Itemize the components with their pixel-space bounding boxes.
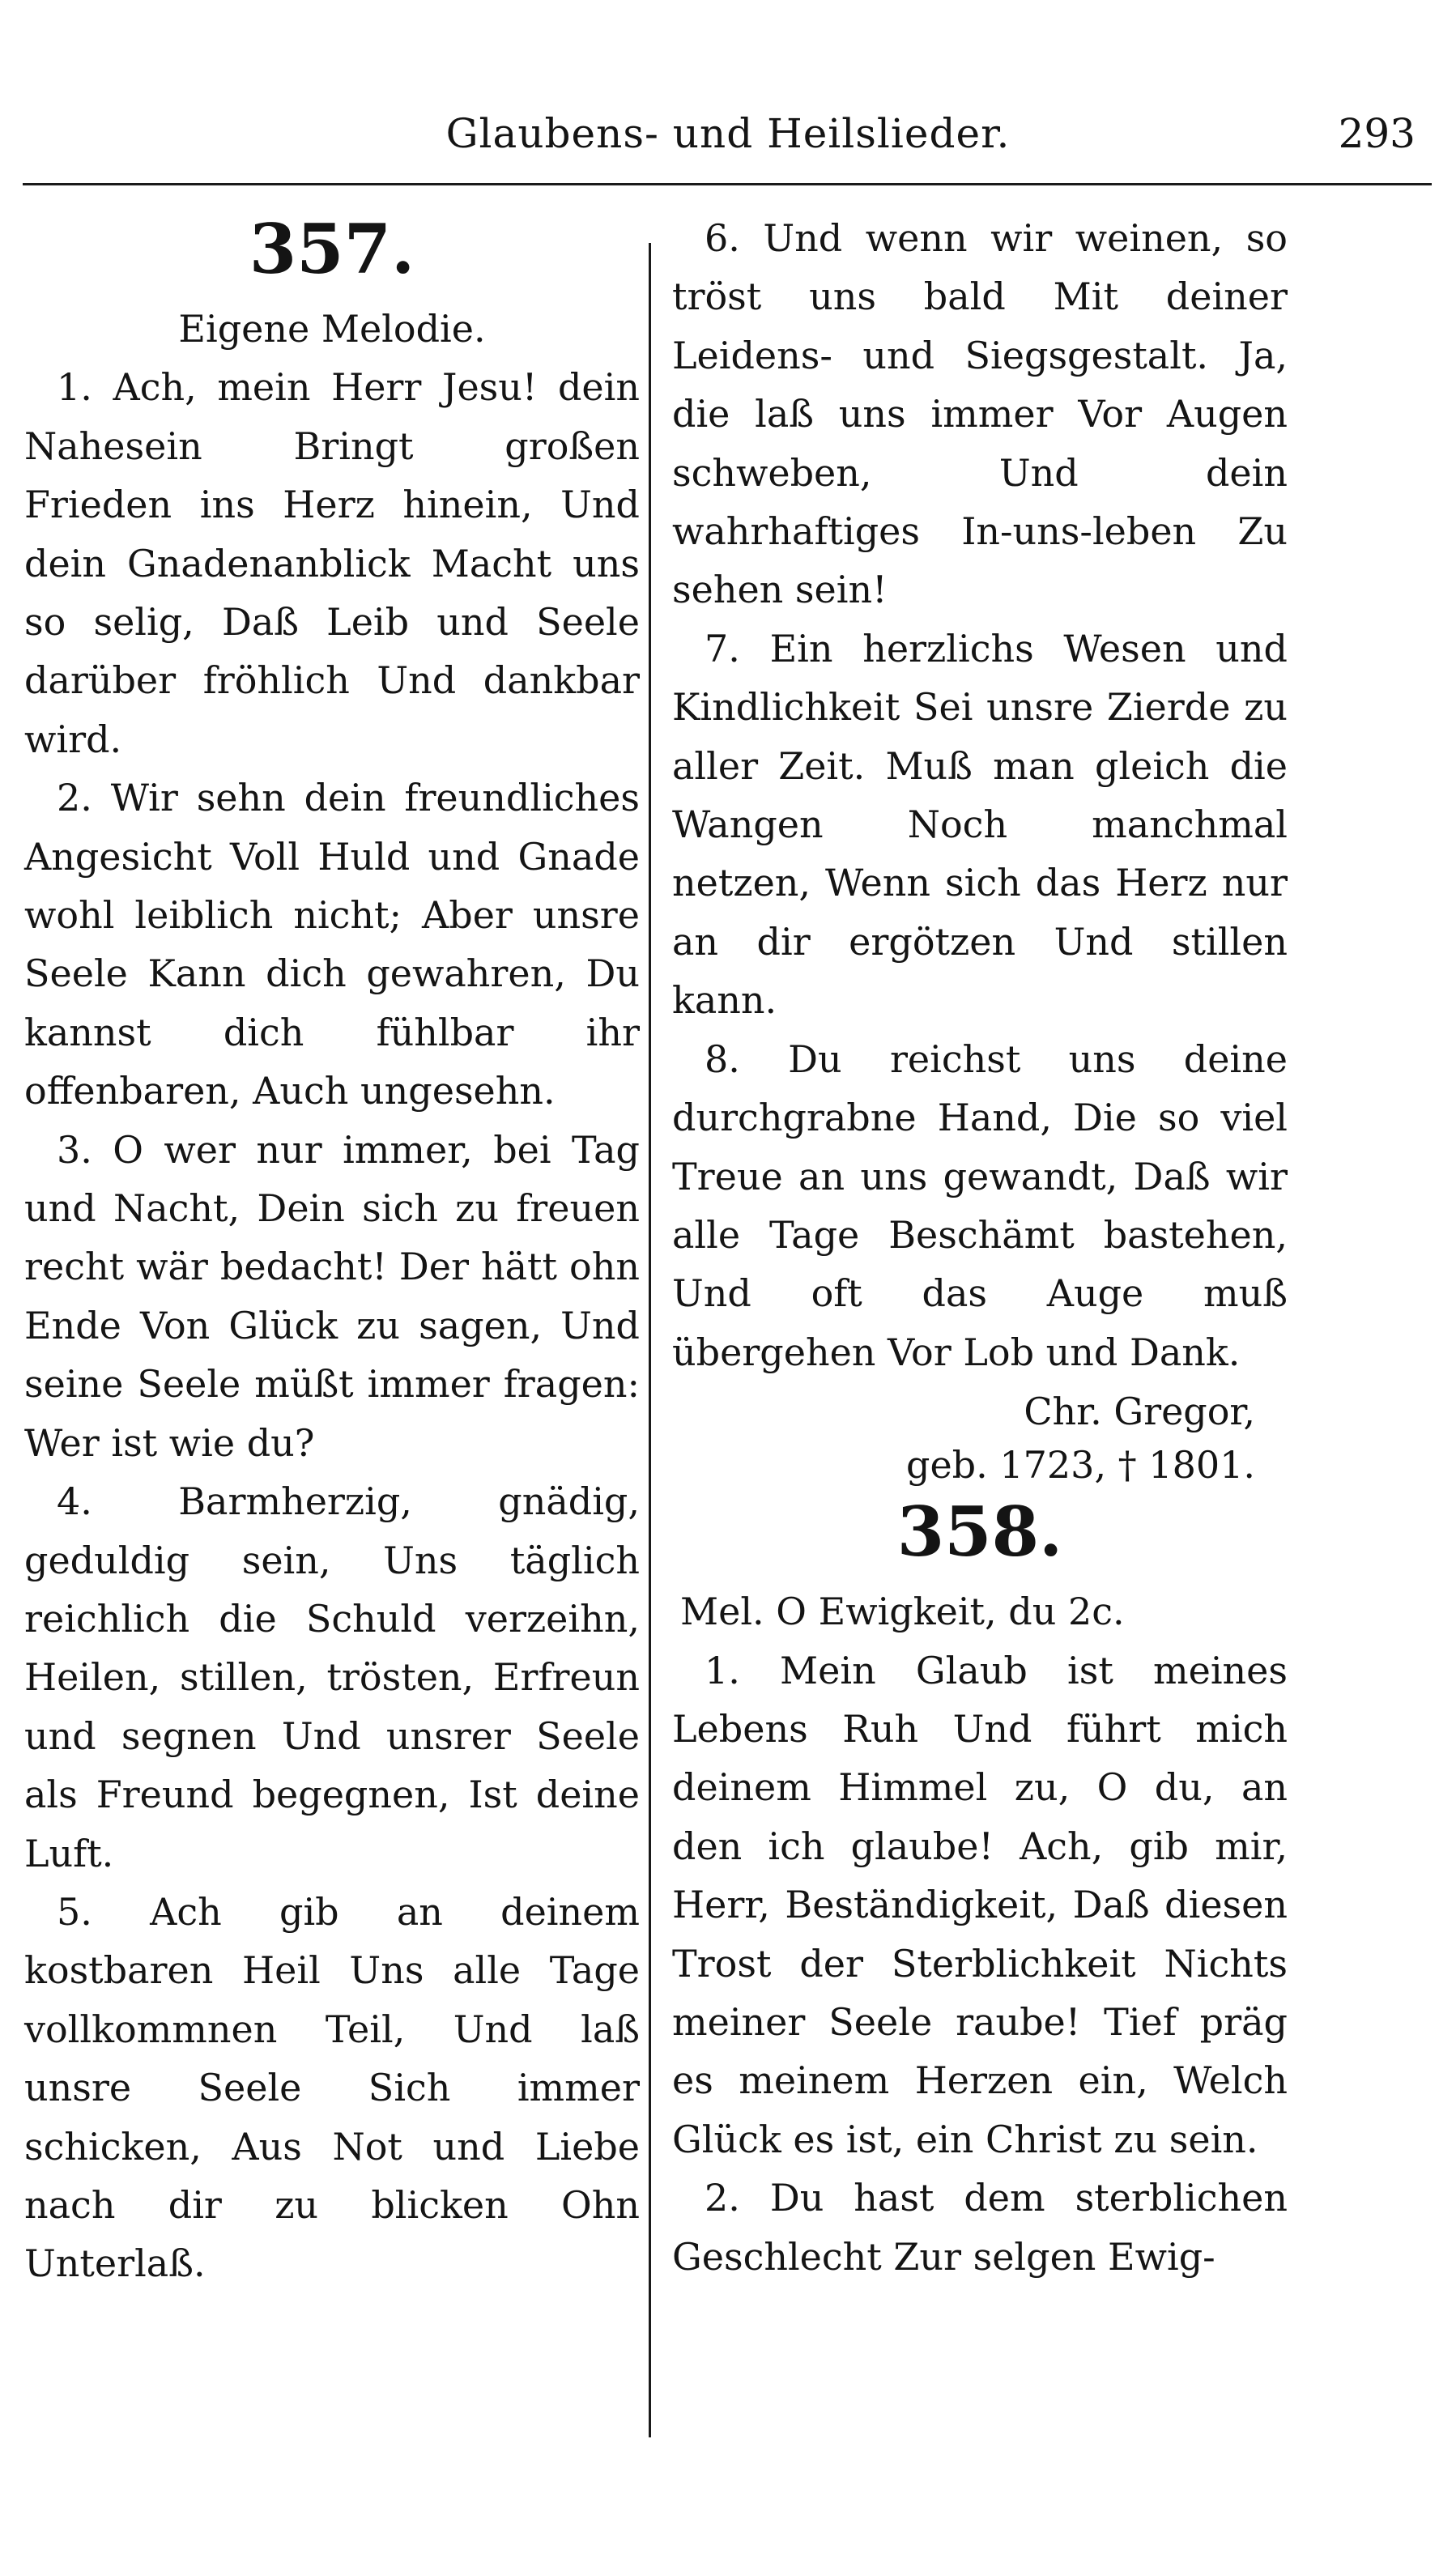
hymn-357-stanza-8: 8. Du reichst uns deine durchgrabne Hand, Die so viel Treue an uns gewandt, Daß wir alle Tage Beschämt bastehen, Und oft das Auge muß übergehen Vor Lob und Dank. bbox=[672, 1036, 1288, 1374]
author-name: Chr. Gregor, bbox=[1024, 1390, 1255, 1434]
running-title: Glaubens- und Heilslieder. bbox=[445, 110, 1011, 157]
hymn-357-stanza-3: 3. O wer nur immer, bei Tag und Nacht, Dein sich zu freuen recht wär bedacht! Der hätt ohn Ende Von Glück zu sagen, Und seine Seele müßt immer fragen: Wer ist wie du? bbox=[24, 1127, 640, 1465]
left-column bbox=[24, 209, 640, 2293]
right-column bbox=[672, 209, 1288, 2286]
hymn-357-stanza-5: 5. Ach gib an deinem kostbaren Heil Uns alle Tage vollkommnen Teil, Und laß unsre Seele Sich immer schicken, Aus Not und Liebe nach dir zu blicken Ohn Unterlaß. bbox=[24, 1889, 640, 2286]
page-header bbox=[0, 0, 1456, 170]
hymn-357-stanza-6: 6. Und wenn wir weinen, so tröst uns bald Mit deiner Leidens- und Siegsgestalt. Ja, die laß uns immer Vor Augen schweben, Und dein wahrhaftiges In-uns-leben Zu sehen sein! bbox=[672, 216, 1288, 612]
header-rule bbox=[23, 183, 1432, 185]
author-dates: geb. 1723, † 1801. bbox=[906, 1443, 1255, 1488]
hymn-number-357: 357. bbox=[249, 209, 415, 289]
hymn-358-stanza-2: 2. Du hast dem sterblichen Geschlecht Zur selgen Ewig- bbox=[672, 2176, 1288, 2279]
hymn-number-358: 358. bbox=[896, 1492, 1063, 1573]
hymn-358-stanza-1: 1. Mein Glaub ist meines Lebens Ruh Und führt mich deinem Himmel zu, O du, an den ich glaube! Ach, gib mir, Herr, Beständigkeit, Daß diesen Trost der Sterblichkeit Nichts meiner Seele raube! Tief präg es meinem Herzen ein, Welch Glück es ist, ein Christ zu sein. bbox=[672, 1648, 1288, 2161]
hymn-357-tune: Eigene Melodie. bbox=[178, 307, 486, 351]
column-divider bbox=[649, 243, 651, 2437]
hymn-357-author bbox=[672, 1385, 1288, 1492]
hymn-357-stanza-4: 4. Barmherzig, gnädig, geduldig sein, Uns täglich reichlich die Schuld verzeihn, Heilen, stillen, trösten, Erfreun und segnen Und unsrer Seele als Freund begegnen, Ist deine Luft. bbox=[24, 1479, 640, 1875]
page-number: 293 bbox=[1338, 110, 1416, 157]
hymn-357-stanza-1: 1. Ach, mein Herr Jesu! dein Nahesein Bringt großen Frieden ins Herz hinein, Und dein Gnadenanblick Macht uns so selig, Daß Leib und Seele darüber fröhlich Und dankbar wird. bbox=[24, 365, 640, 761]
hymn-357-stanza-2: 2. Wir sehn dein freundliches Angesicht Voll Huld und Gnade wohl leiblich nicht; Aber unsre Seele Kann dich gewahren, Du kannst dich fühlbar ihr offenbaren, Auch ungesehn. bbox=[24, 776, 640, 1113]
hymn-357-stanza-7: 7. Ein herzlichs Wesen und Kindlichkeit Sei unsre Zierde zu aller Zeit. Muß man gleich die Wangen Noch manchmal netzen, Wenn sich das Herz nur an dir ergötzen Und stillen kann. bbox=[672, 626, 1288, 1023]
hymn-358-tune: Mel. O Ewigkeit, du 2c. bbox=[680, 1590, 1125, 1634]
